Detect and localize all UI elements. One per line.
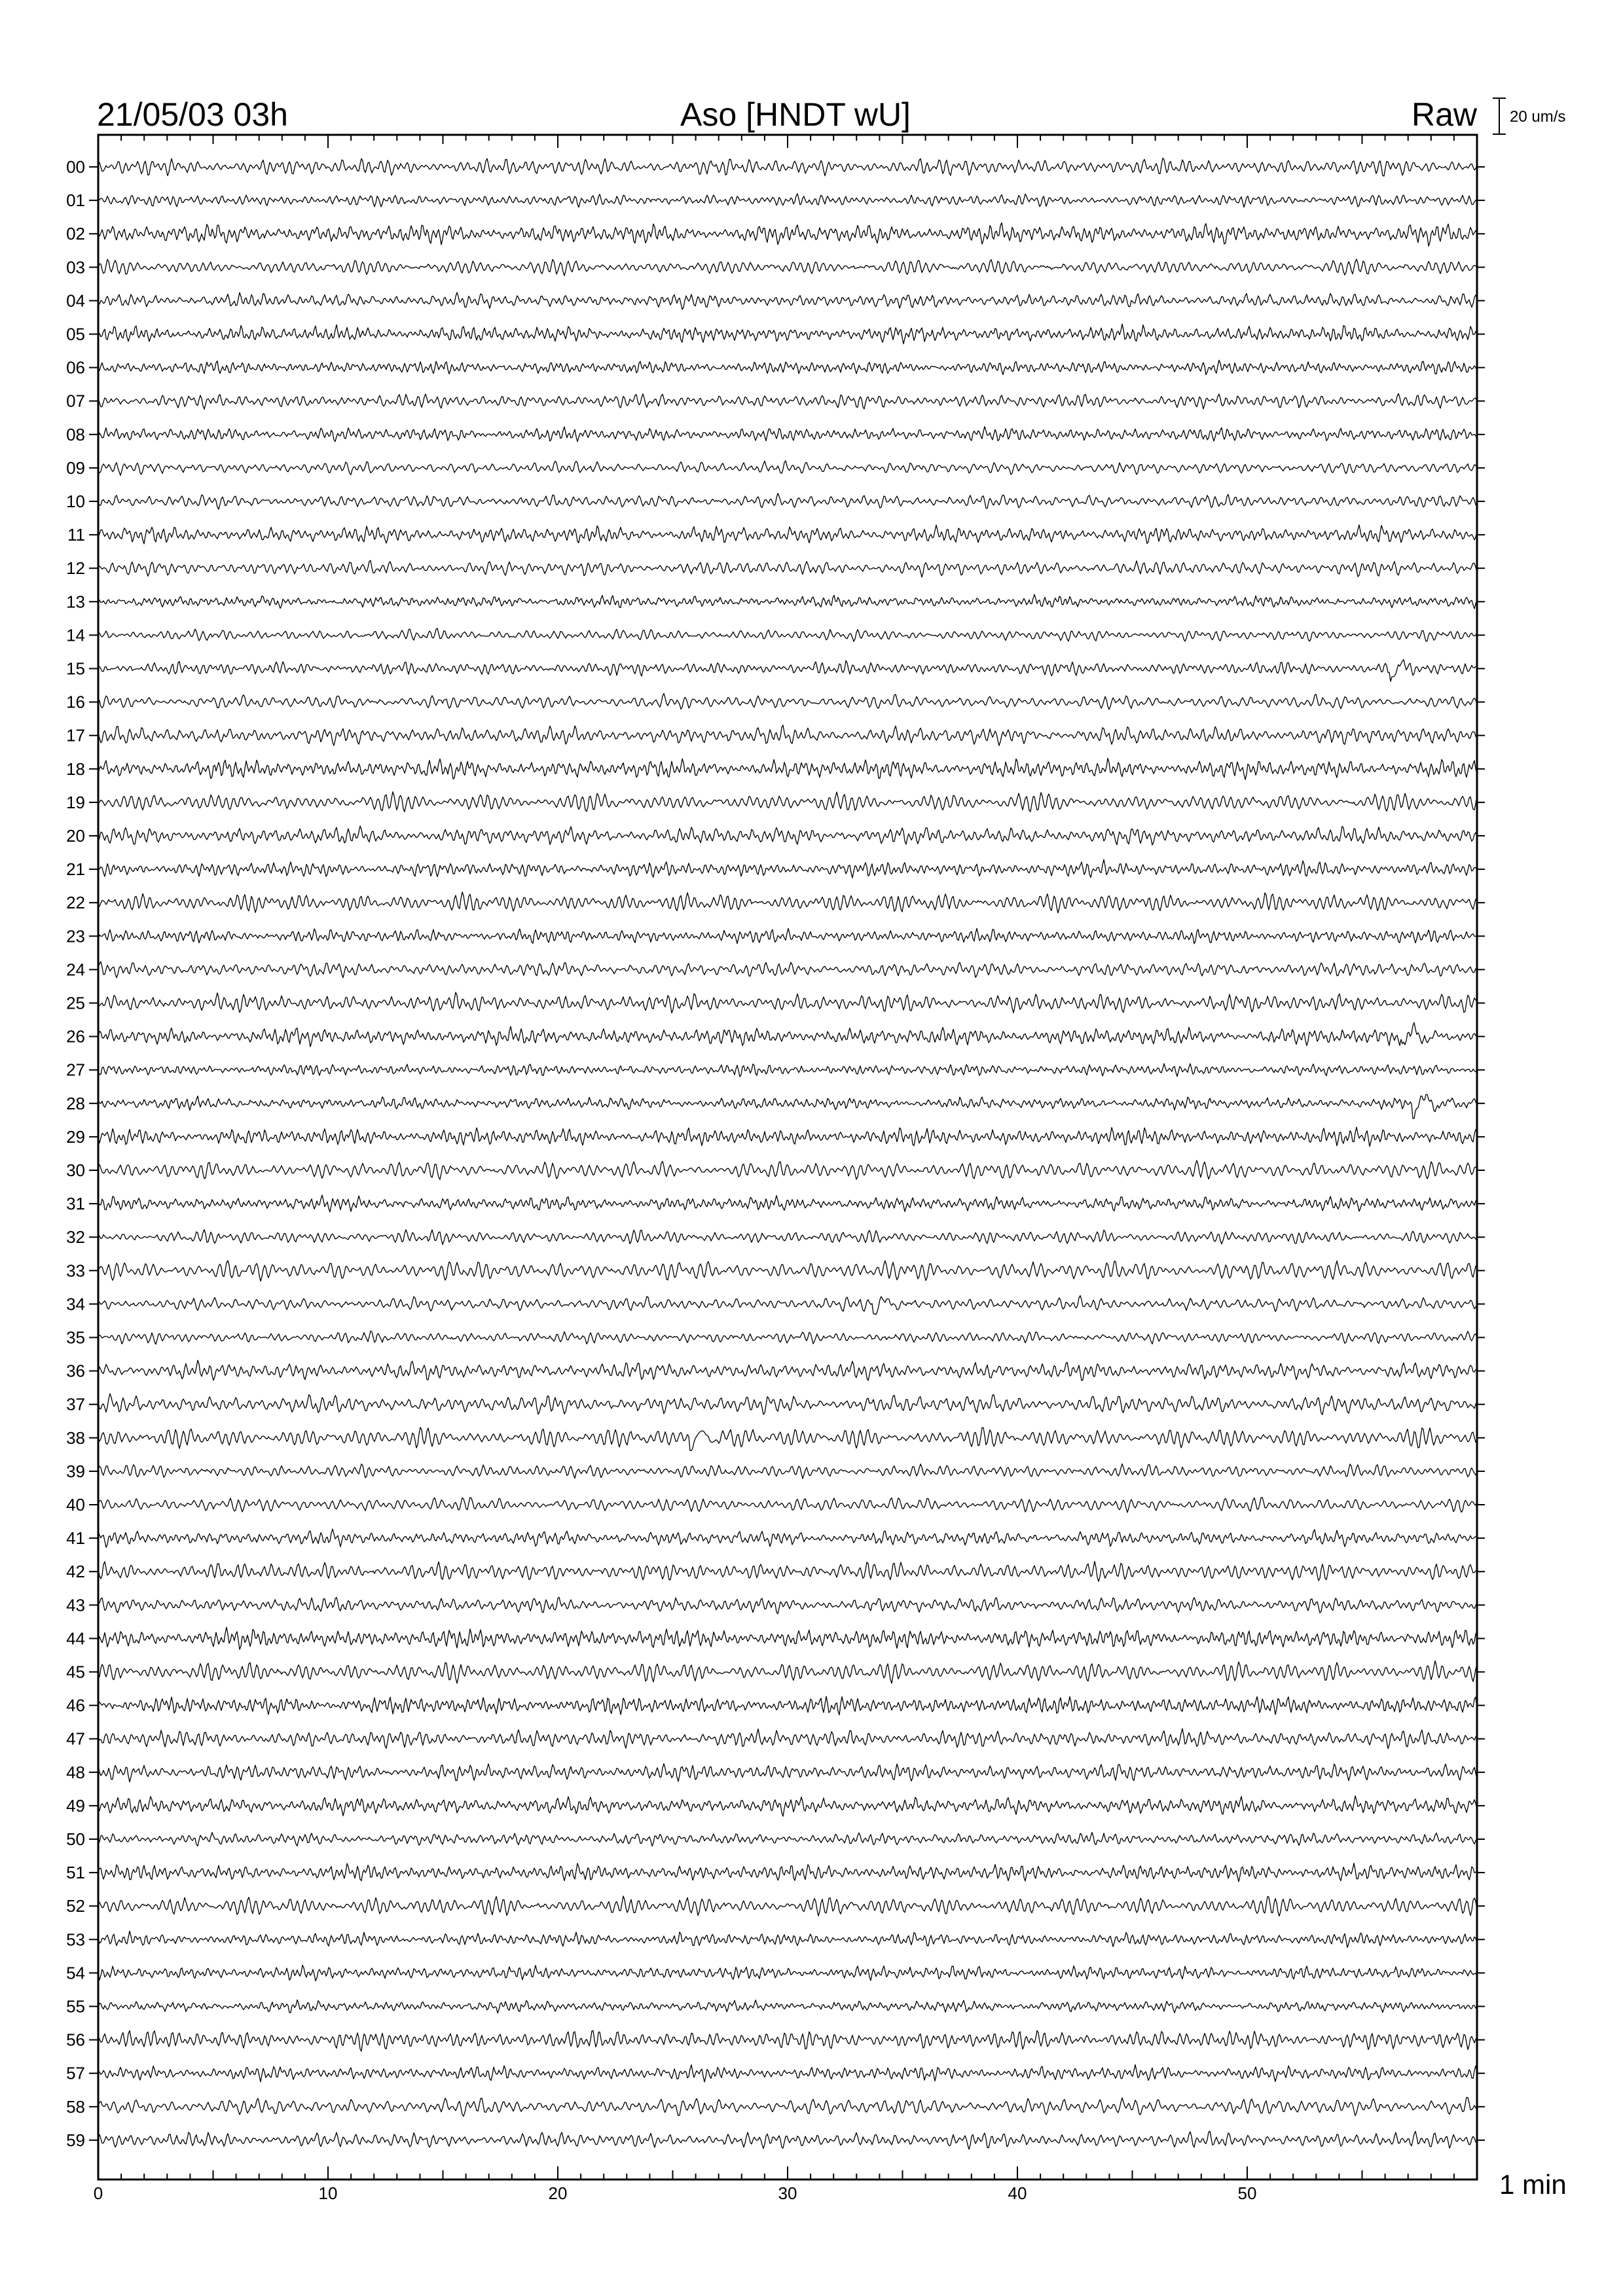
seismic-trace — [98, 1331, 1477, 1344]
seismic-trace — [98, 1896, 1477, 1916]
row-label: 04 — [66, 291, 85, 311]
seismic-trace — [98, 594, 1477, 609]
row-label: 24 — [66, 960, 85, 980]
row-label: 51 — [66, 1863, 85, 1883]
row-label: 23 — [66, 926, 85, 946]
plot-frame — [98, 135, 1477, 2179]
row-label: 55 — [66, 1996, 85, 2017]
row-label: 28 — [66, 1093, 85, 1113]
x-tick-label: 10 — [318, 2183, 338, 2203]
row-label: 45 — [66, 1662, 85, 1682]
row-label: 36 — [66, 1361, 85, 1381]
row-label: 03 — [66, 257, 85, 278]
row-label: 26 — [66, 1026, 85, 1047]
row-label-group — [66, 157, 1485, 2150]
seismic-trace — [98, 1022, 1477, 1047]
row-label: 32 — [66, 1227, 85, 1247]
seismic-trace — [98, 1393, 1477, 1414]
row-label: 31 — [66, 1194, 85, 1214]
x-tick-label: 30 — [778, 2183, 797, 2203]
row-label: 53 — [66, 1929, 85, 1950]
seismic-trace — [98, 1729, 1477, 1749]
seismic-trace — [98, 1427, 1477, 1451]
seismic-trace — [98, 1360, 1477, 1380]
row-label: 14 — [66, 625, 85, 645]
seismic-trace — [98, 158, 1477, 177]
row-label: 17 — [66, 725, 85, 745]
row-label: 15 — [66, 658, 85, 679]
row-label: 16 — [66, 692, 85, 712]
amplitude-scale-bar — [1493, 98, 1506, 134]
row-label: 06 — [66, 357, 85, 378]
seismic-trace — [98, 1661, 1477, 1684]
seismic-trace — [98, 1833, 1477, 1846]
seismic-trace — [98, 1464, 1477, 1479]
header-datetime: 21/05/03 03h — [97, 96, 288, 133]
seismic-trace — [98, 1529, 1477, 1547]
x-tick-label: 0 — [93, 2183, 103, 2203]
seismic-trace — [98, 1064, 1477, 1077]
seismic-trace — [98, 826, 1477, 845]
row-label: 13 — [66, 592, 85, 612]
seismic-trace — [98, 792, 1477, 812]
header-mode: Raw — [1411, 96, 1477, 133]
row-label: 38 — [66, 1427, 85, 1448]
seismic-trace — [98, 223, 1477, 246]
row-label: 43 — [66, 1595, 85, 1615]
row-label: 10 — [66, 492, 85, 511]
row-label: 22 — [66, 893, 85, 913]
x-tick-label: 40 — [1008, 2183, 1027, 2203]
row-label: 21 — [66, 859, 85, 880]
seismic-trace — [98, 2030, 1477, 2051]
seismic-trace — [98, 2131, 1477, 2149]
row-label: 09 — [66, 457, 85, 478]
seismic-trace — [98, 628, 1477, 641]
seismic-trace — [98, 1696, 1477, 1715]
seismic-trace — [98, 1160, 1477, 1179]
row-label: 02 — [66, 224, 85, 244]
seismic-trace — [98, 1094, 1477, 1119]
seismic-trace — [98, 892, 1477, 913]
seismic-trace — [98, 525, 1477, 544]
row-label: 25 — [66, 993, 85, 1013]
seismic-trace — [98, 493, 1477, 509]
seismic-trace — [98, 1931, 1477, 1947]
row-label: 47 — [66, 1729, 85, 1749]
seismic-trace — [98, 1863, 1477, 1882]
row-label: 33 — [66, 1261, 85, 1281]
seismic-trace — [98, 2065, 1477, 2082]
seismic-trace — [98, 1562, 1477, 1582]
row-label: 07 — [66, 391, 85, 411]
seismic-trace — [98, 758, 1477, 780]
seismic-trace — [98, 693, 1477, 709]
row-label: 42 — [66, 1562, 85, 1582]
seismic-trace — [98, 1261, 1477, 1282]
seismic-trace — [98, 194, 1477, 207]
seismic-trace — [98, 660, 1477, 681]
row-label: 35 — [66, 1327, 85, 1348]
seismic-trace — [98, 461, 1477, 476]
row-label: 30 — [66, 1160, 85, 1180]
row-label: 34 — [66, 1294, 85, 1314]
row-label: 54 — [66, 1963, 85, 1983]
seismic-trace — [98, 360, 1477, 374]
seismic-trace — [98, 992, 1477, 1013]
x-axis-label: 1 min — [1499, 2169, 1567, 2200]
row-label: 58 — [66, 2096, 85, 2117]
seismic-trace — [98, 1764, 1477, 1782]
seismic-trace — [98, 427, 1477, 442]
x-tick-label: 50 — [1237, 2183, 1257, 2203]
seismic-trace — [98, 1498, 1477, 1513]
seismic-trace — [98, 961, 1477, 978]
seismic-trace — [98, 2098, 1477, 2117]
row-label: 59 — [66, 2130, 85, 2150]
x-tick-label: 20 — [548, 2183, 568, 2203]
seismic-trace — [98, 725, 1477, 745]
amplitude-scale-label: 20 um/s — [1510, 108, 1566, 126]
seismic-trace — [98, 259, 1477, 276]
row-label: 41 — [66, 1528, 85, 1549]
row-label: 50 — [66, 1829, 85, 1849]
seismic-trace — [98, 1296, 1477, 1315]
seismic-trace — [98, 1796, 1477, 1816]
row-label: 39 — [66, 1461, 85, 1481]
row-label: 12 — [66, 558, 85, 579]
seismic-trace — [98, 1597, 1477, 1613]
row-label: 19 — [66, 792, 85, 812]
seismic-trace — [98, 1127, 1477, 1146]
row-label: 08 — [66, 424, 85, 444]
row-label: 56 — [66, 2030, 85, 2050]
seismic-trace — [98, 859, 1477, 878]
row-label: 01 — [66, 190, 85, 211]
row-label: 37 — [66, 1394, 85, 1414]
row-label: 57 — [66, 2063, 85, 2083]
seismic-trace — [98, 928, 1477, 944]
row-label: 29 — [66, 1126, 85, 1147]
seismic-trace — [98, 324, 1477, 344]
row-label: 00 — [66, 157, 85, 177]
row-label: 44 — [66, 1628, 85, 1649]
seismic-trace — [98, 2000, 1477, 2013]
seismic-trace — [98, 1195, 1477, 1212]
row-label: 27 — [66, 1060, 85, 1080]
trace-group — [98, 158, 1477, 2150]
row-label: 11 — [67, 525, 85, 545]
seismic-trace — [98, 1965, 1477, 1981]
row-label: 48 — [66, 1762, 85, 1782]
header-station: Aso [HNDT wU] — [680, 96, 911, 133]
seismic-trace — [98, 293, 1477, 310]
row-label: 49 — [66, 1795, 85, 1816]
row-label: 18 — [66, 759, 85, 779]
row-label: 40 — [66, 1495, 85, 1515]
row-label: 05 — [66, 324, 85, 344]
seismic-trace — [98, 1627, 1477, 1649]
row-label: 52 — [66, 1896, 85, 1916]
seismic-trace — [98, 560, 1477, 577]
seismic-trace — [98, 1230, 1477, 1245]
row-label: 46 — [66, 1695, 85, 1715]
seismic-trace — [98, 393, 1477, 409]
row-label: 20 — [66, 826, 85, 846]
